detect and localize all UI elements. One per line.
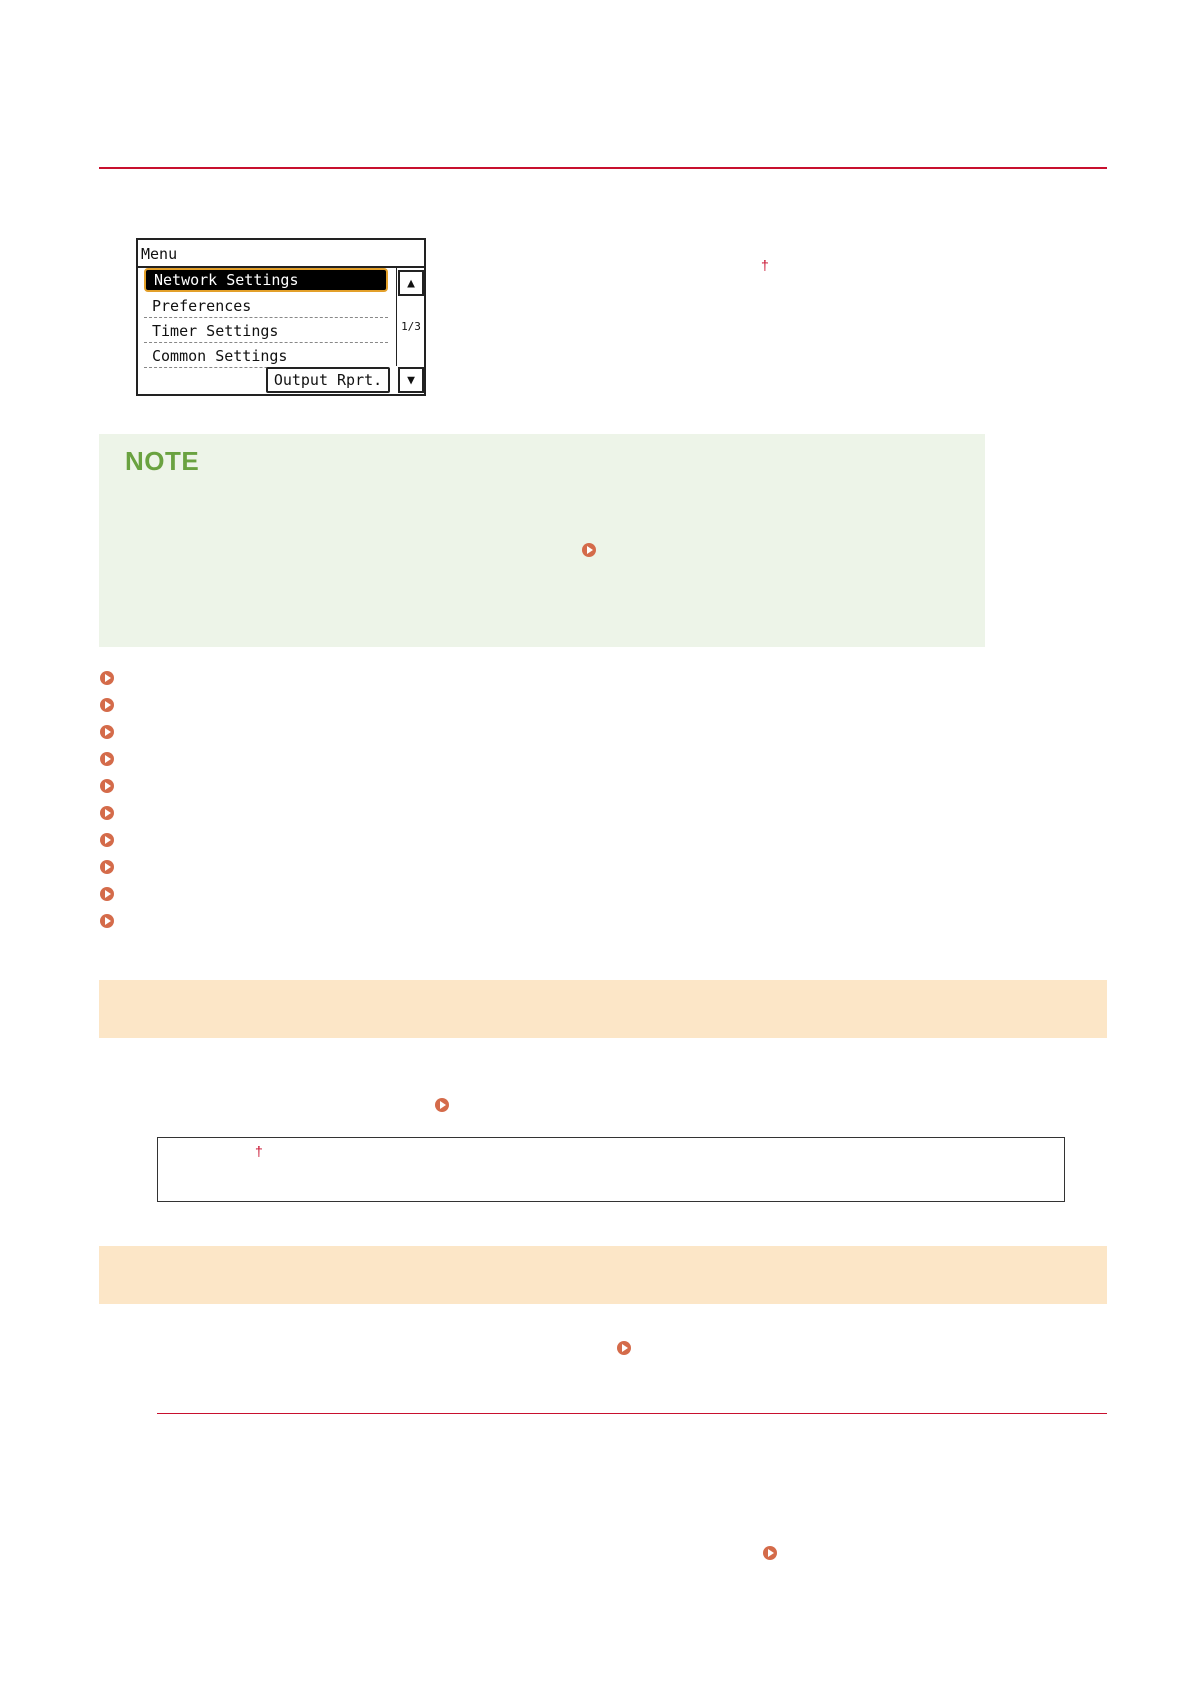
link-arrow-icon[interactable] [100, 833, 114, 847]
link-arrow-icon[interactable] [100, 860, 114, 874]
note-title: NOTE [125, 446, 200, 476]
default-value-box [157, 1137, 1065, 1202]
scroll-down-button[interactable] [398, 367, 424, 393]
link-arrow-icon[interactable] [100, 914, 114, 928]
lcd-title: Menu [141, 245, 178, 263]
triangle-down-icon: ▼ [407, 372, 415, 388]
link-arrow-icon[interactable] [100, 698, 114, 712]
link-arrow-icon[interactable] [763, 1546, 777, 1560]
lcd-item-common-settings[interactable]: Common Settings [144, 344, 388, 368]
link-arrow-icon[interactable] [100, 779, 114, 793]
link-arrow-icon[interactable] [100, 671, 114, 685]
link-arrow-icon[interactable] [582, 543, 596, 557]
lcd-item-preferences[interactable]: Preferences [144, 294, 388, 318]
output-report-button[interactable]: Output Rprt. [266, 367, 390, 393]
triangle-up-icon: ▲ [407, 275, 415, 291]
link-arrow-icon[interactable] [435, 1098, 449, 1112]
section-header-band [99, 1246, 1107, 1304]
link-arrow-icon[interactable] [100, 752, 114, 766]
link-arrow-icon[interactable] [100, 887, 114, 901]
link-arrow-icon[interactable] [100, 806, 114, 820]
page-indicator: 1/3 [401, 320, 421, 333]
dagger-mark: † [761, 257, 769, 273]
lcd-item-network-settings[interactable]: Network Settings [144, 268, 388, 292]
link-arrow-icon[interactable] [100, 725, 114, 739]
scroll-up-button[interactable] [398, 270, 424, 296]
subsection-rule [157, 1413, 1107, 1414]
note-box [99, 434, 985, 647]
header-rule [99, 167, 1107, 169]
dagger-mark: † [255, 1143, 263, 1159]
section-header-band [99, 980, 1107, 1038]
lcd-item-timer-settings[interactable]: Timer Settings [144, 319, 388, 343]
link-arrow-icon[interactable] [617, 1341, 631, 1355]
lcd-menu-screen [136, 238, 426, 396]
